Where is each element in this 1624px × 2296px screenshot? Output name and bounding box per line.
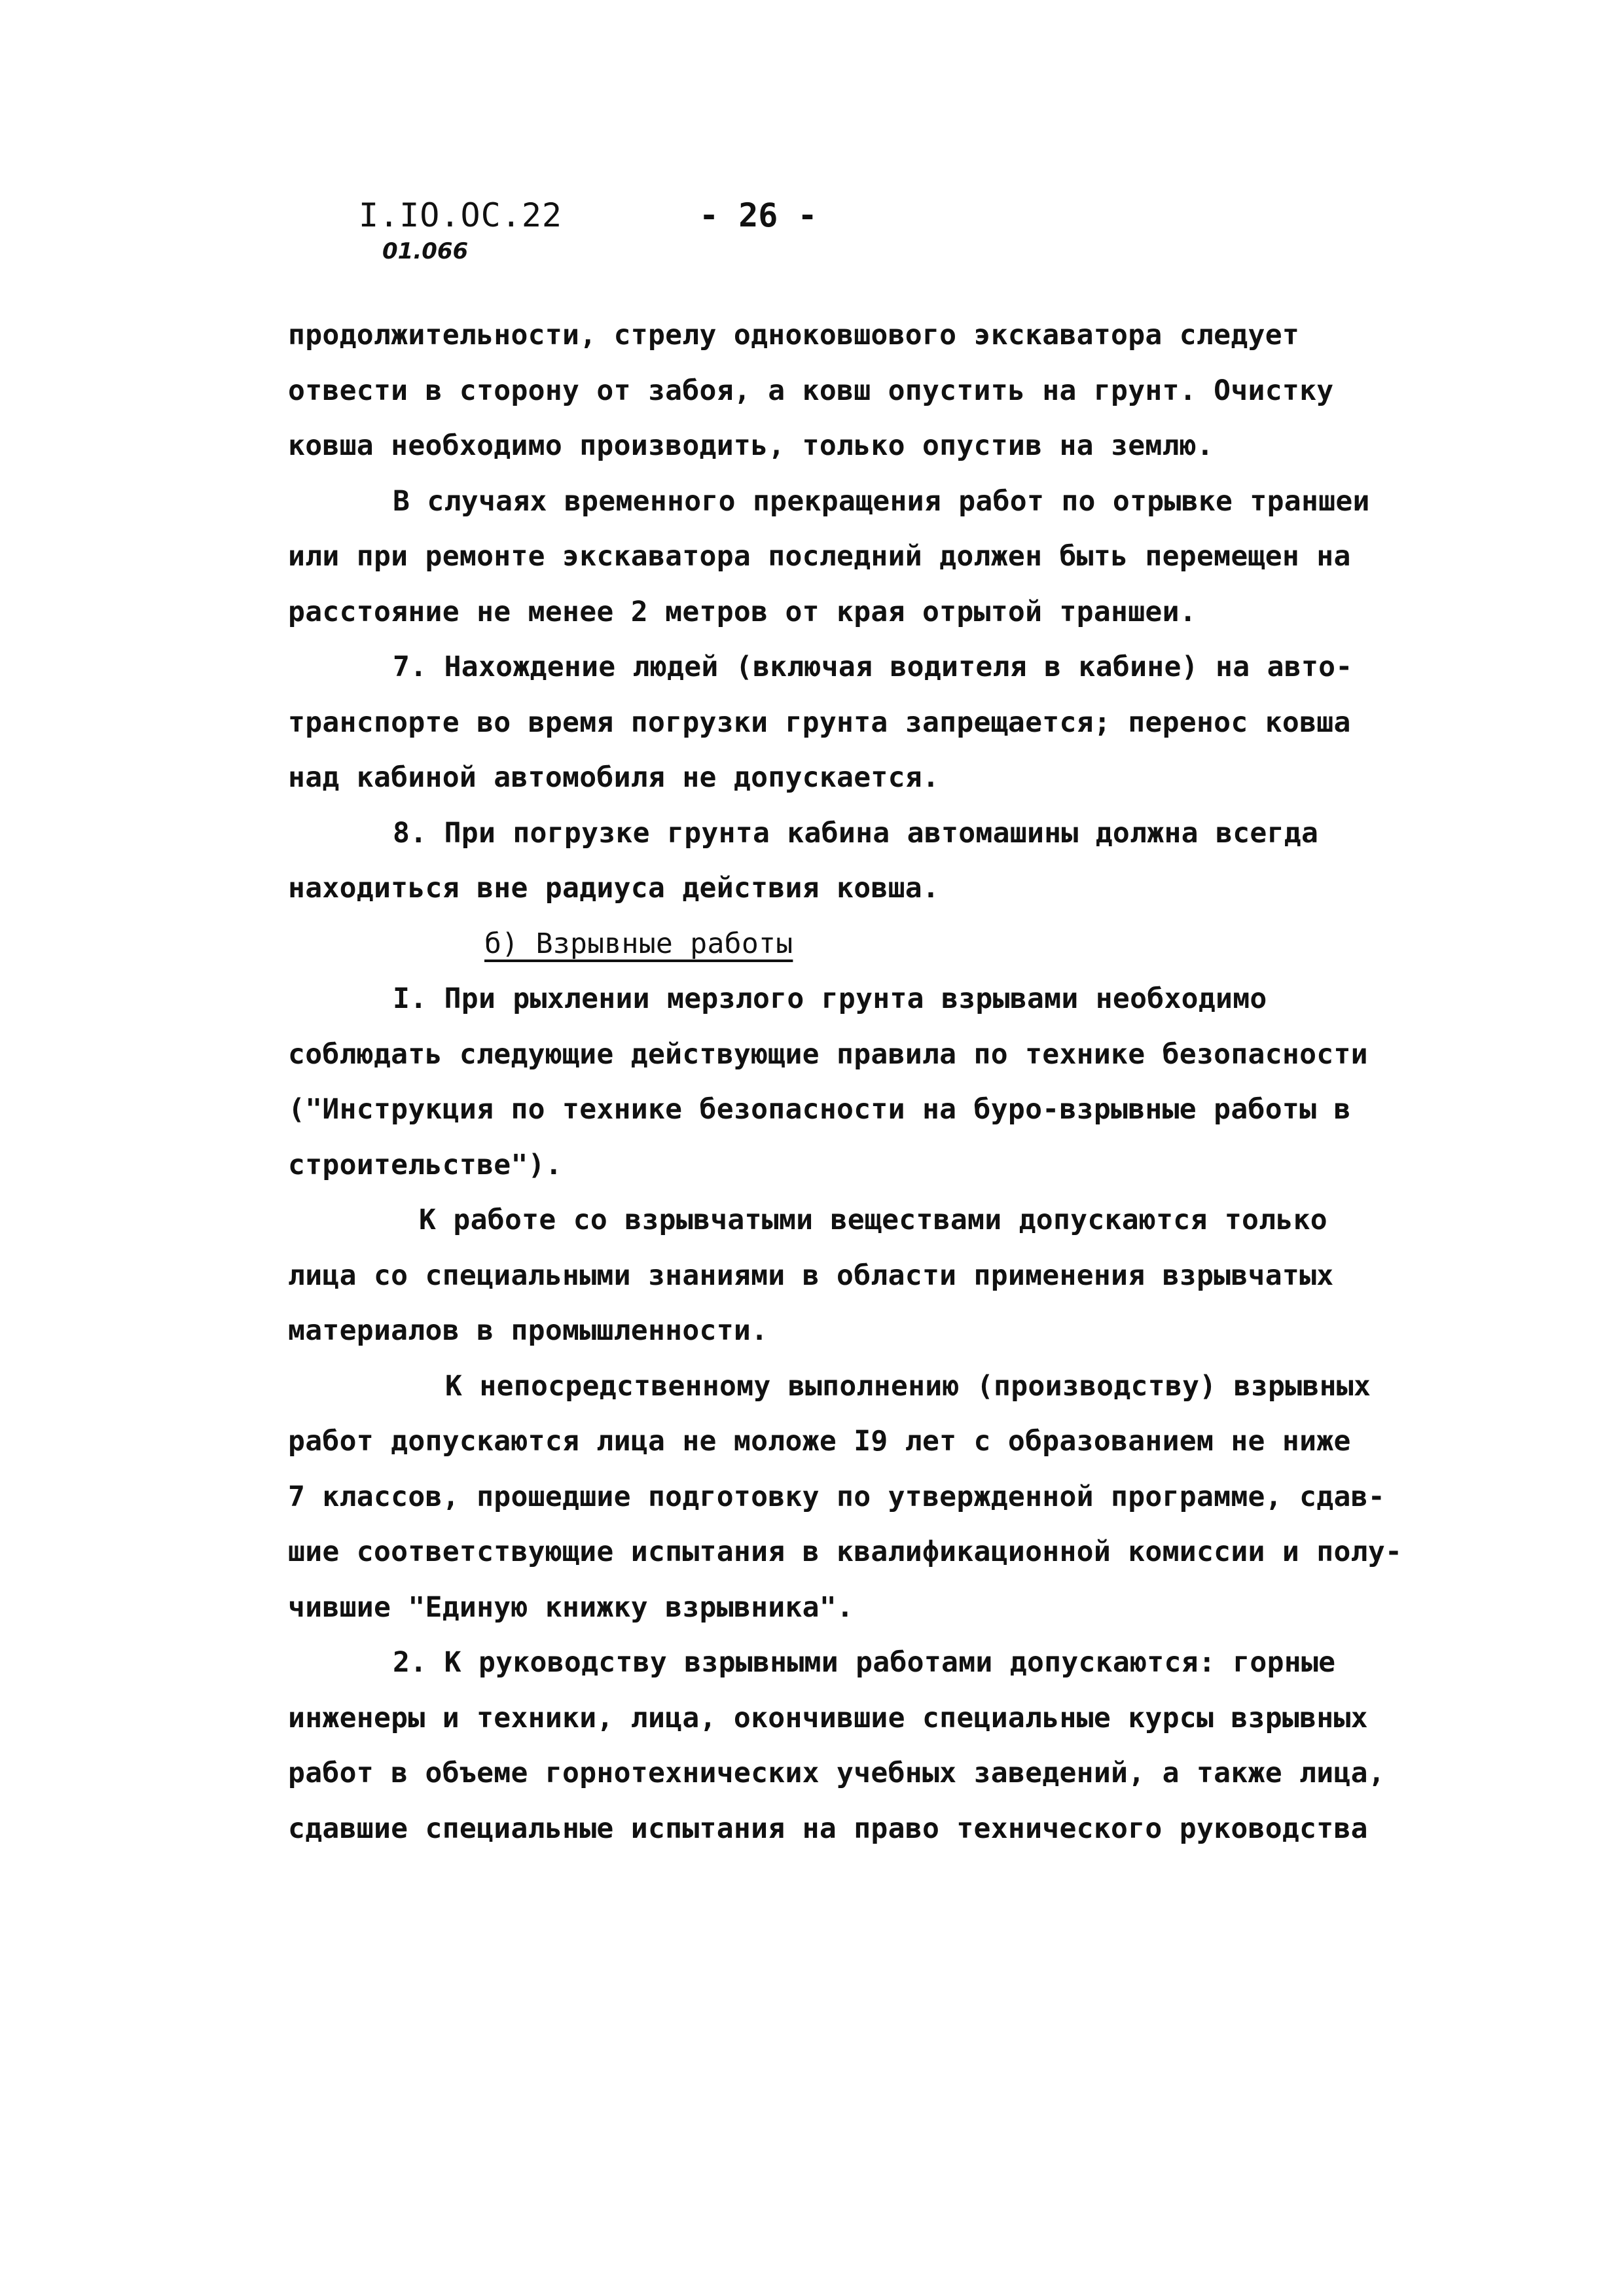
paragraph-item-7 <box>288 639 1401 806</box>
text-line: ("Инструкция по технике безопасности на буро-взрывные работы в <box>288 1093 1351 1126</box>
text-line: В случаях временного прекращения работ по отрывке траншеи <box>393 484 1370 518</box>
text-line: 7 классов, прошедшие подготовку по утвержденной программе, сдав- <box>288 1480 1386 1513</box>
document-code: I.IO.OC.22 <box>359 196 563 234</box>
paragraph-item-8 <box>288 806 1401 916</box>
text-line: над кабиной автомобиля не допускается. <box>288 761 940 794</box>
paragraph-explosives-access <box>288 1193 1401 1359</box>
text-line: 8. При погрузке грунта кабина автомашины должна всегда <box>393 816 1319 850</box>
text-line: или при ремонте экскаватора последний должен быть перемещен на <box>288 540 1351 573</box>
text-line: соблюдать следующие действующие правила по технике безопасности <box>288 1037 1368 1071</box>
section-heading <box>288 916 1401 972</box>
text-line: отвести в сторону от забоя, а ковш опустить на грунт. Очистку <box>288 374 1334 407</box>
text-line: К непосредственному выполнению (производству) взрывных <box>445 1369 1371 1403</box>
text-line: К работе со взрывчатыми веществами допускаются только <box>419 1204 1327 1236</box>
text-line: лица со специальными знаниями в области применения взрывчатых <box>288 1259 1334 1292</box>
text-line: расстояние не менее 2 метров от края отрытой траншеи. <box>288 595 1197 628</box>
text-line: материалов в промышленности. <box>288 1314 768 1347</box>
page-number: - 26 - <box>699 196 818 234</box>
paragraph-temporary-stop <box>288 474 1401 640</box>
text-line: инженеры и техники, лица, окончившие специальные курсы взрывных <box>288 1701 1368 1734</box>
section-heading-text: б) Взрывные работы <box>484 927 793 960</box>
text-line: шие соответствующие испытания в квалификационной комиссии и полу- <box>288 1535 1403 1568</box>
text-line: транспорте во время погрузки грунта запрещается; перенос ковша <box>288 706 1351 739</box>
handwritten-code: 01.066 <box>382 238 469 264</box>
document-body <box>288 308 1401 1856</box>
paragraph-continuation <box>288 308 1401 474</box>
text-line: 2. К руководству взрывными работами допускаются: горные <box>393 1646 1336 1679</box>
paragraph-direct-execution <box>288 1359 1401 1636</box>
page-header <box>359 196 1275 275</box>
text-line: работ допускаются лица не моложе I9 лет с образованием не ниже <box>288 1425 1351 1458</box>
paragraph-item-1 <box>288 971 1401 1193</box>
text-line: I. При рыхлении мерзлого грунта взрывами необходимо <box>393 982 1267 1015</box>
text-line: чившие "Единую книжку взрывника". <box>288 1590 854 1624</box>
text-line: работ в объеме горнотехнических учебных заведений, а также лица, <box>288 1757 1386 1789</box>
text-line: продолжительности, стрелу одноковшового экскаватора следует <box>288 319 1300 351</box>
text-line: 7. Нахождение людей (включая водителя в кабине) на авто- <box>393 651 1353 683</box>
text-line: ковша необходимо производить, только опустив на землю. <box>288 429 1214 462</box>
paragraph-item-2 <box>288 1635 1401 1856</box>
text-line: находиться вне радиуса действия ковша. <box>288 872 940 905</box>
text-line: сдавшие специальные испытания на право технического руководства <box>288 1812 1368 1845</box>
text-line: строительстве"). <box>288 1148 563 1181</box>
